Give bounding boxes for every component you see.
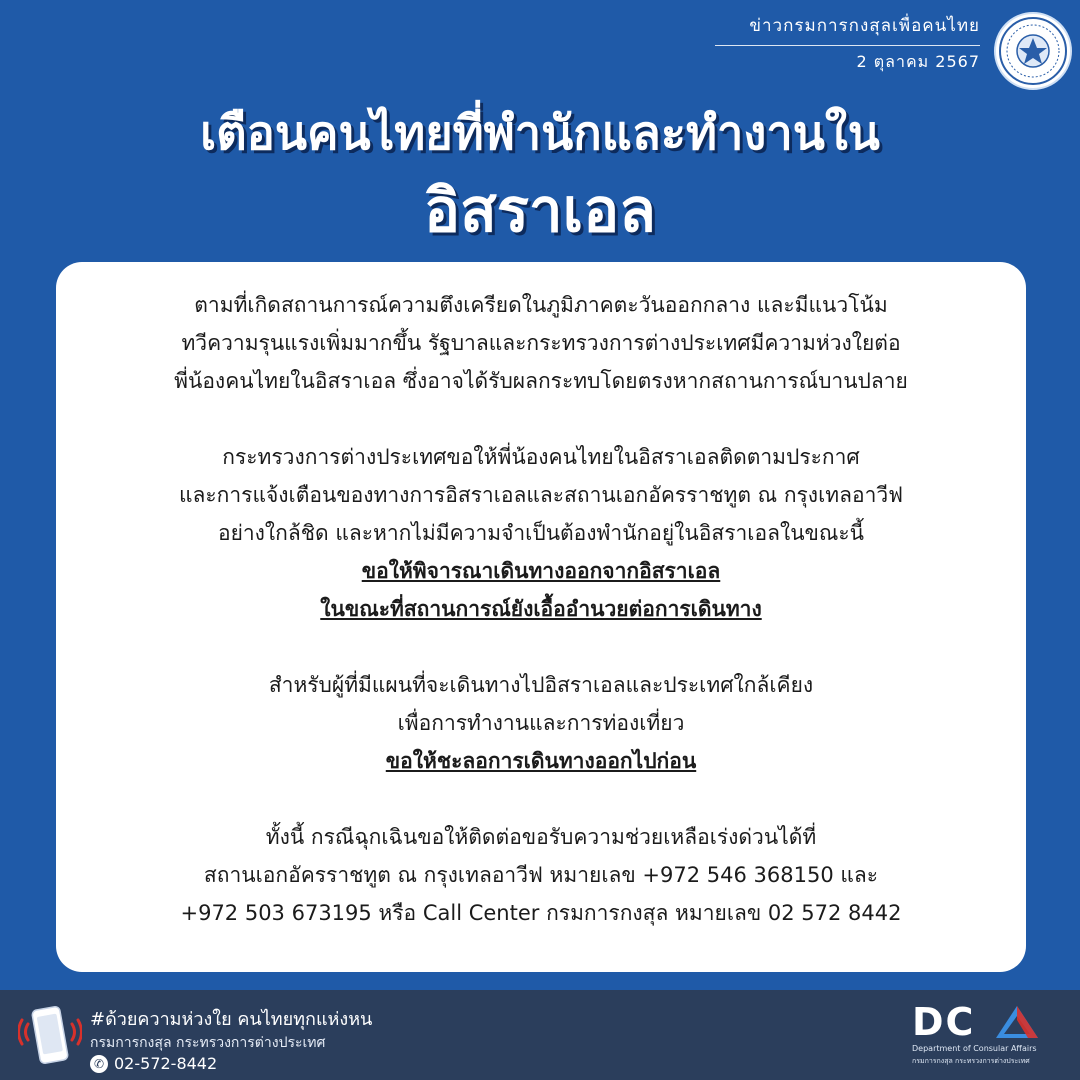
campaign-hashtag: #ด้วยความห่วงใย คนไทยทุกแห่งหน	[90, 1009, 373, 1030]
emphasis-line: ขอให้พิจารณาเดินทางออกจากอิสราเอล	[361, 559, 721, 583]
logo-triangle	[994, 1004, 1040, 1040]
header-meta	[715, 12, 980, 75]
headline-line-1: เตือนคนไทยที่พำนักและทำงานใน	[200, 106, 880, 161]
text-line: ทั้งนี้ กรณีฉุกเฉินขอให้ติดต่อขอรับความช่วยเหลือเร่งด่วนได้ที่	[265, 825, 817, 849]
text-line: อย่างใกล้ชิด และหากไม่มีความจำเป็นต้องพำนักอยู่ในอิสราเอลในขณะนี้	[217, 521, 865, 545]
hotline-number: 02-572-8442	[114, 1054, 218, 1073]
text-line: เพื่อการทำงานและการท่องเที่ยว	[397, 711, 685, 735]
phone-call-icon: ✆	[90, 1055, 108, 1073]
dca-logo-icon	[912, 1000, 1062, 1070]
news-source: ข่าวกรมการกงสุลเพื่อคนไทย	[749, 16, 980, 36]
footer-bar	[0, 990, 1080, 1080]
text-line: พี่น้องคนไทยในอิสราเอล ซึ่งอาจได้รับผลกระทบโดยตรงหากสถานการณ์บานปลาย	[174, 369, 908, 393]
hotline	[90, 1054, 217, 1073]
paragraph-2	[56, 438, 1026, 628]
text-line: และการแจ้งเตือนของทางการอิสราเอลและสถานเอกอัครราชทูต ณ กรุงเทลอาวีฟ	[178, 483, 904, 507]
text-line: สำหรับผู้ที่มีแผนที่จะเดินทางไปอิสราเอลและประเทศใกล้เคียง	[268, 673, 814, 697]
text-line: ทวีความรุนแรงเพิ่มมากขึ้น รัฐบาลและกระทรวงการต่างประเทศมีความห่วงใยต่อ	[181, 331, 901, 355]
header-divider	[715, 45, 980, 46]
paragraph-1	[56, 286, 1026, 400]
text-line: กระทรวงการต่างประเทศขอให้พี่น้องคนไทยในอิสราเอลติดตามประกาศ	[222, 445, 860, 469]
headline-line-2: อิสราเอล	[424, 176, 656, 246]
headline	[0, 102, 1080, 256]
smartphone-icon	[18, 1002, 82, 1068]
organization-name: กรมการกงสุล กระทรวงการต่างประเทศ	[90, 1035, 326, 1051]
text-line: สถานเอกอัครราชทูต ณ กรุงเทลอาวีฟ หมายเลข +972 546 368150 และ	[203, 863, 879, 887]
paragraph-3	[56, 666, 1026, 780]
announcement-card	[56, 262, 1026, 972]
emphasis-line: ขอให้ชะลอการเดินทางออกไปก่อน	[385, 749, 697, 773]
announcement-body	[56, 286, 1026, 970]
logo-caption-en: Department of Consular Affairs	[912, 1044, 1037, 1053]
emphasis-line: ในขณะที่สถานการณ์ยังเอื้ออำนวยต่อการเดินทาง	[320, 597, 762, 621]
logo-caption-th: กรมการกงสุล กระทรวงการต่างประเทศ	[912, 1057, 1030, 1065]
ministry-seal-icon	[994, 12, 1072, 90]
text-line: +972 503 673195 หรือ Call Center กรมการกงสุล หมายเลข 02 572 8442	[180, 901, 902, 925]
logo-letters: DC	[912, 1000, 976, 1044]
news-date: 2 ตุลาคม 2567	[856, 52, 980, 71]
paragraph-4	[56, 818, 1026, 932]
text-line: ตามที่เกิดสถานการณ์ความตึงเครียดในภูมิภาคตะวันออกกลาง และมีแนวโน้ม	[194, 293, 888, 317]
